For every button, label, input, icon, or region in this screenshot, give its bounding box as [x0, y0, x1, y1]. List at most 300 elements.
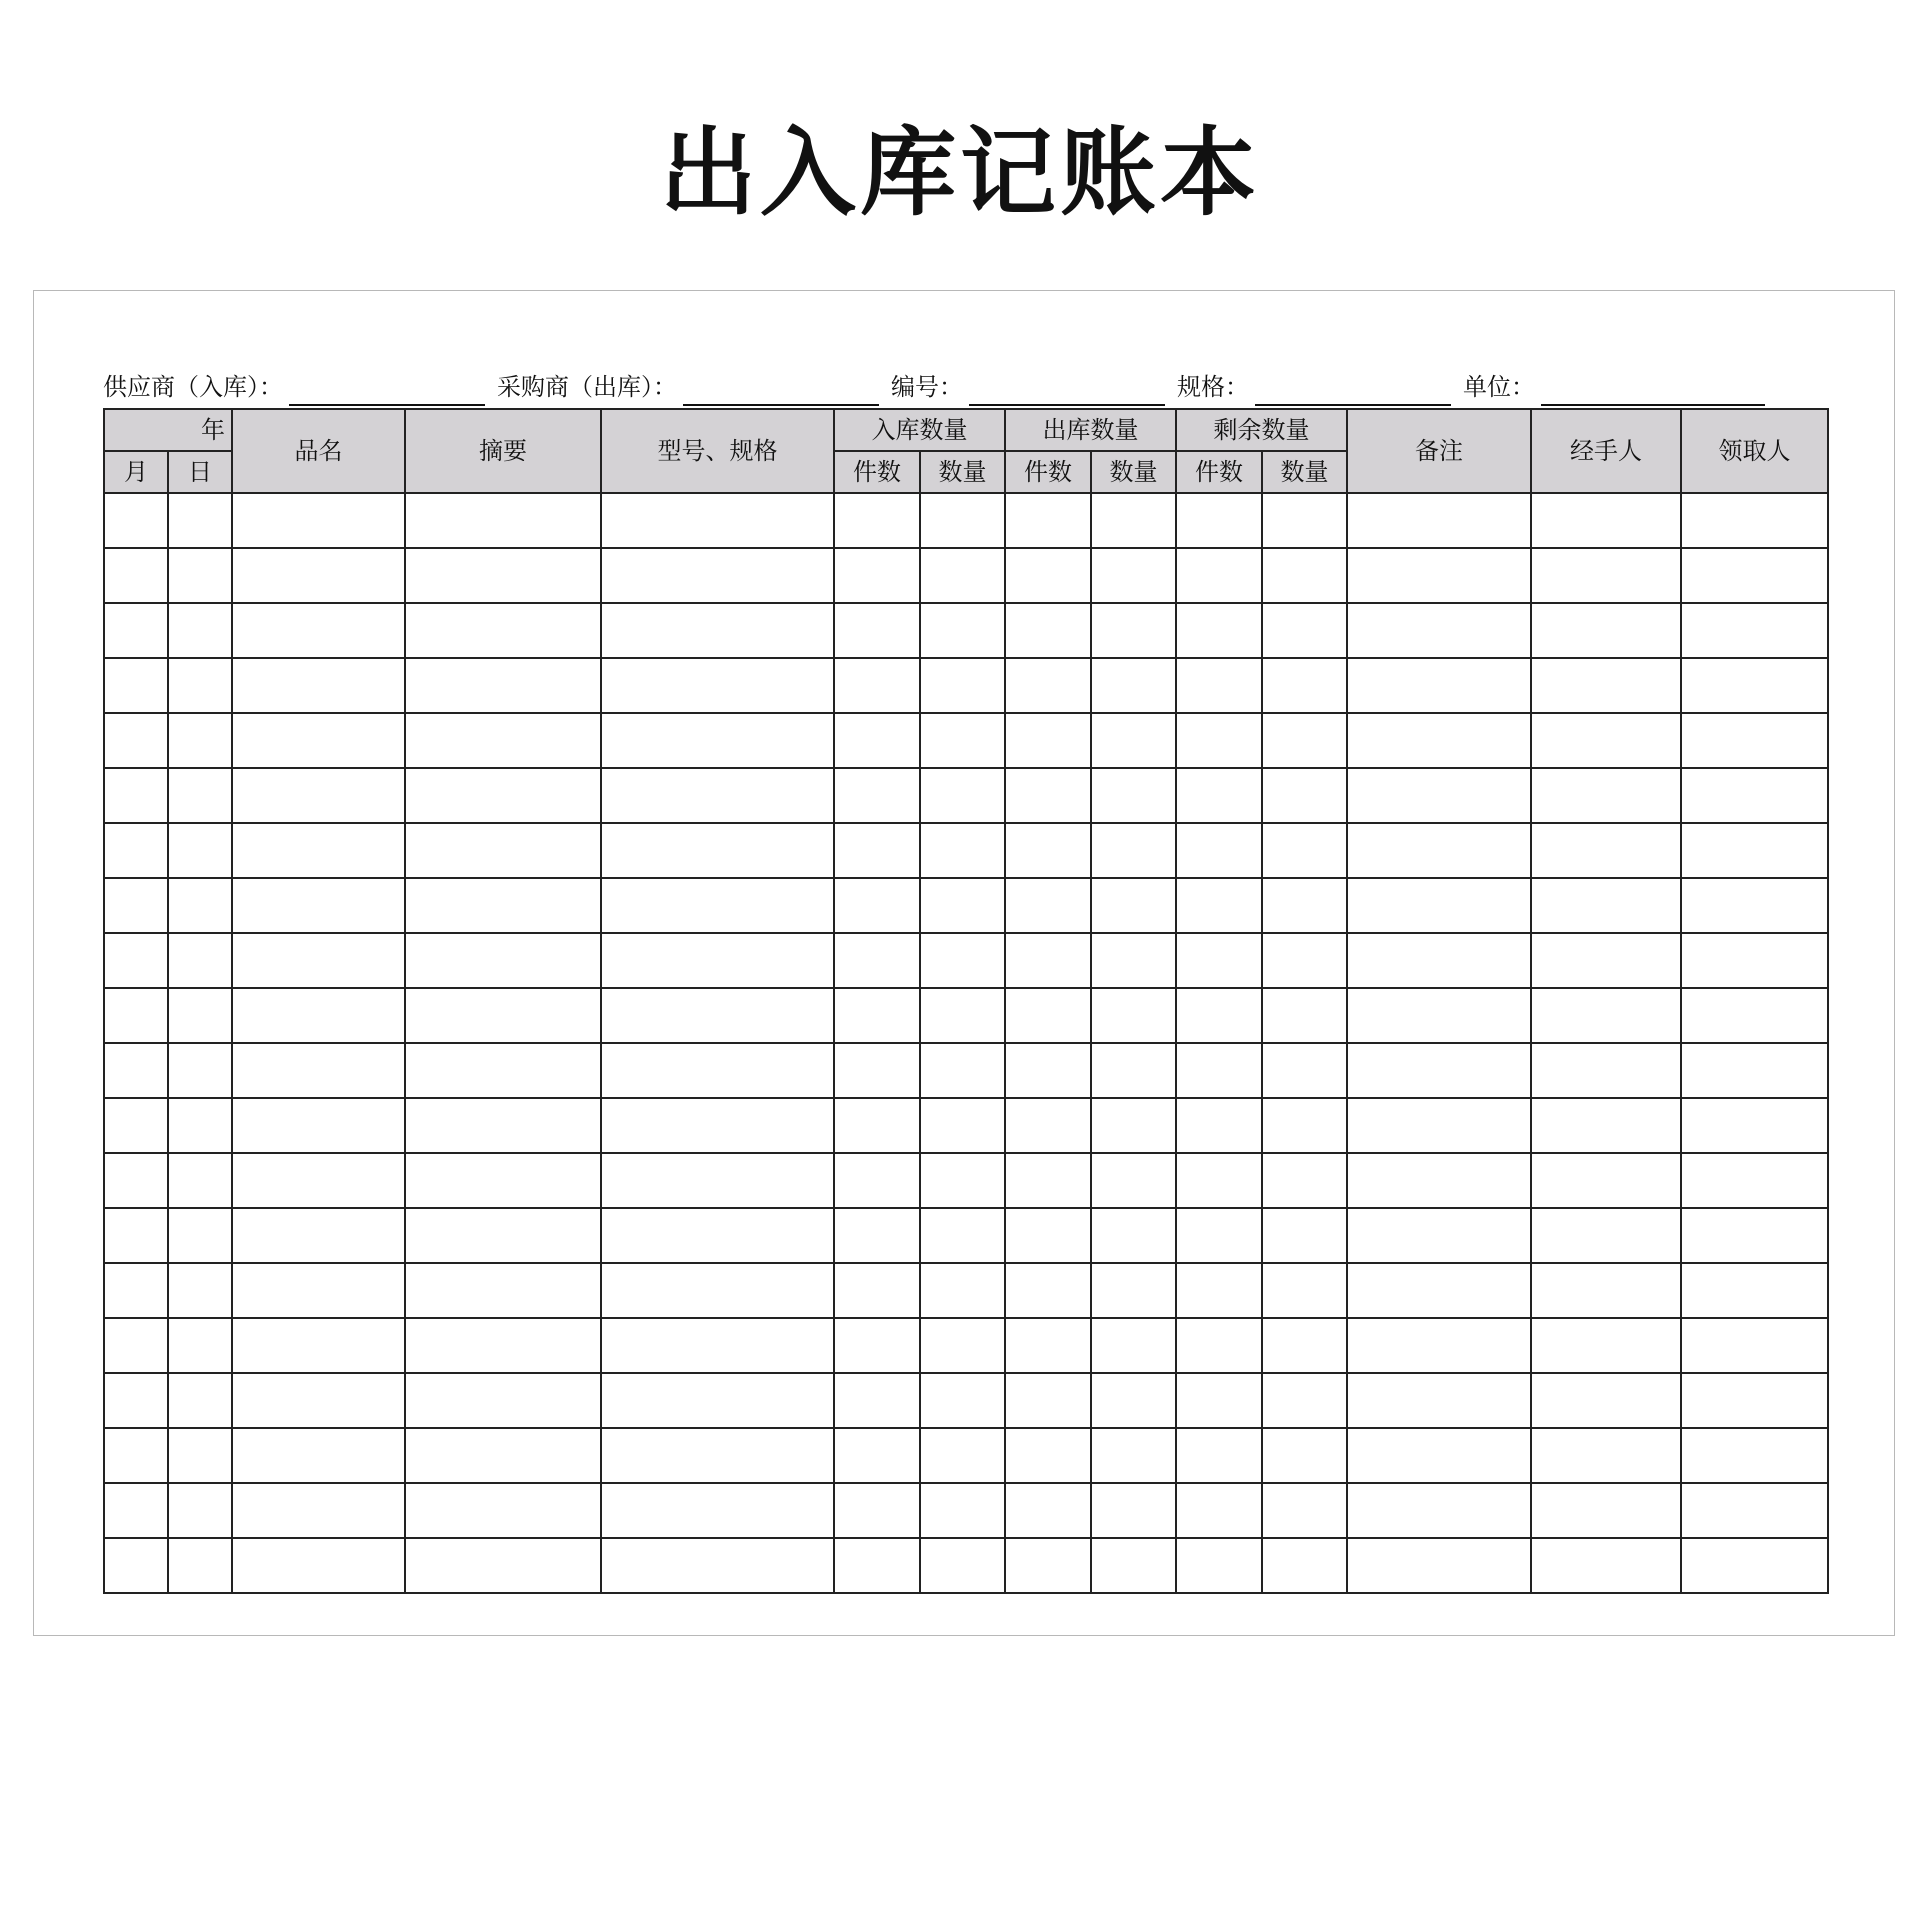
- day-cell[interactable]: [168, 1263, 232, 1318]
- month-cell[interactable]: [104, 1483, 168, 1538]
- item-name-cell[interactable]: [232, 548, 405, 603]
- inbound-quantity-cell[interactable]: [920, 1373, 1005, 1428]
- summary-cell[interactable]: [405, 1263, 601, 1318]
- month-cell[interactable]: [104, 1263, 168, 1318]
- inbound-pieces-cell[interactable]: [834, 493, 920, 548]
- header-day: 日: [168, 451, 232, 493]
- remaining-quantity-cell[interactable]: [1262, 1538, 1347, 1593]
- outbound-pieces-cell[interactable]: [1005, 1318, 1091, 1373]
- handler-cell[interactable]: [1531, 823, 1681, 878]
- remaining-quantity-cell[interactable]: [1262, 878, 1347, 933]
- inbound-quantity-cell[interactable]: [920, 713, 1005, 768]
- remaining-quantity-cell[interactable]: [1262, 933, 1347, 988]
- item-name-cell[interactable]: [232, 933, 405, 988]
- remaining-quantity-cell[interactable]: [1262, 1483, 1347, 1538]
- outbound-quantity-cell[interactable]: [1091, 823, 1176, 878]
- remaining-pieces-cell[interactable]: [1176, 603, 1262, 658]
- receiver-cell[interactable]: [1681, 493, 1828, 548]
- model-spec-cell[interactable]: [601, 1208, 834, 1263]
- remarks-cell[interactable]: [1347, 933, 1531, 988]
- month-cell[interactable]: [104, 658, 168, 713]
- receiver-cell[interactable]: [1681, 1428, 1828, 1483]
- remarks-cell[interactable]: [1347, 988, 1531, 1043]
- table-row: [104, 1428, 1828, 1483]
- outbound-pieces-cell[interactable]: [1005, 1208, 1091, 1263]
- remaining-pieces-cell[interactable]: [1176, 1098, 1262, 1153]
- handler-cell[interactable]: [1531, 1153, 1681, 1208]
- summary-cell[interactable]: [405, 988, 601, 1043]
- outbound-pieces-cell[interactable]: [1005, 548, 1091, 603]
- remaining-quantity-cell[interactable]: [1262, 1208, 1347, 1263]
- handler-cell[interactable]: [1531, 933, 1681, 988]
- day-cell[interactable]: [168, 603, 232, 658]
- outbound-pieces-cell[interactable]: [1005, 1373, 1091, 1428]
- remarks-cell[interactable]: [1347, 878, 1531, 933]
- table-row: [104, 1373, 1828, 1428]
- item-name-cell[interactable]: [232, 493, 405, 548]
- day-cell[interactable]: [168, 493, 232, 548]
- inbound-quantity-cell[interactable]: [920, 823, 1005, 878]
- summary-cell[interactable]: [405, 658, 601, 713]
- remaining-pieces-cell[interactable]: [1176, 988, 1262, 1043]
- outbound-pieces-cell[interactable]: [1005, 1043, 1091, 1098]
- inbound-pieces-cell[interactable]: [834, 1153, 920, 1208]
- model-spec-cell[interactable]: [601, 1153, 834, 1208]
- unit-field[interactable]: [1463, 367, 1765, 406]
- remarks-cell[interactable]: [1347, 658, 1531, 713]
- outbound-pieces-cell[interactable]: [1005, 768, 1091, 823]
- item-name-cell[interactable]: [232, 1538, 405, 1593]
- day-cell[interactable]: [168, 988, 232, 1043]
- remaining-pieces-cell[interactable]: [1176, 1373, 1262, 1428]
- outbound-pieces-cell[interactable]: [1005, 493, 1091, 548]
- month-cell[interactable]: [104, 603, 168, 658]
- table-row: [104, 713, 1828, 768]
- model-spec-cell[interactable]: [601, 933, 834, 988]
- outbound-pieces-cell[interactable]: [1005, 1098, 1091, 1153]
- day-cell[interactable]: [168, 1538, 232, 1593]
- model-spec-cell[interactable]: [601, 658, 834, 713]
- inbound-pieces-cell[interactable]: [834, 1208, 920, 1263]
- item-name-cell[interactable]: [232, 768, 405, 823]
- remaining-pieces-cell[interactable]: [1176, 823, 1262, 878]
- supplier-blank-line[interactable]: [289, 404, 485, 406]
- summary-cell[interactable]: [405, 603, 601, 658]
- model-spec-cell[interactable]: [601, 1428, 834, 1483]
- receiver-cell[interactable]: [1681, 1538, 1828, 1593]
- remarks-cell[interactable]: [1347, 1153, 1531, 1208]
- inbound-pieces-cell[interactable]: [834, 768, 920, 823]
- remaining-pieces-cell[interactable]: [1176, 933, 1262, 988]
- receiver-cell[interactable]: [1681, 988, 1828, 1043]
- inbound-pieces-cell[interactable]: [834, 1318, 920, 1373]
- month-cell[interactable]: [104, 1373, 168, 1428]
- inbound-pieces-cell[interactable]: [834, 933, 920, 988]
- receiver-cell[interactable]: [1681, 1318, 1828, 1373]
- spec-blank-line[interactable]: [1255, 404, 1451, 406]
- item-name-cell[interactable]: [232, 1043, 405, 1098]
- outbound-quantity-cell[interactable]: [1091, 1538, 1176, 1593]
- inbound-pieces-cell[interactable]: [834, 658, 920, 713]
- receiver-cell[interactable]: [1681, 768, 1828, 823]
- remarks-cell[interactable]: [1347, 1318, 1531, 1373]
- remaining-quantity-cell[interactable]: [1262, 823, 1347, 878]
- header-outbound-pieces: 件数: [1005, 451, 1091, 493]
- month-cell[interactable]: [104, 713, 168, 768]
- handler-cell[interactable]: [1531, 603, 1681, 658]
- remarks-cell[interactable]: [1347, 493, 1531, 548]
- outbound-quantity-cell[interactable]: [1091, 1043, 1176, 1098]
- inbound-pieces-cell[interactable]: [834, 1483, 920, 1538]
- summary-cell[interactable]: [405, 1538, 601, 1593]
- handler-cell[interactable]: [1531, 713, 1681, 768]
- remaining-quantity-cell[interactable]: [1262, 988, 1347, 1043]
- inbound-quantity-cell[interactable]: [920, 1538, 1005, 1593]
- month-cell[interactable]: [104, 823, 168, 878]
- outbound-pieces-cell[interactable]: [1005, 1153, 1091, 1208]
- model-spec-cell[interactable]: [601, 988, 834, 1043]
- outbound-pieces-cell[interactable]: [1005, 1428, 1091, 1483]
- remaining-quantity-cell[interactable]: [1262, 1043, 1347, 1098]
- model-spec-cell[interactable]: [601, 768, 834, 823]
- inbound-quantity-cell[interactable]: [920, 988, 1005, 1043]
- model-spec-cell[interactable]: [601, 823, 834, 878]
- outbound-quantity-cell[interactable]: [1091, 1483, 1176, 1538]
- day-cell[interactable]: [168, 1098, 232, 1153]
- handler-cell[interactable]: [1531, 1098, 1681, 1153]
- item-name-cell[interactable]: [232, 603, 405, 658]
- inbound-quantity-cell[interactable]: [920, 1153, 1005, 1208]
- remarks-cell[interactable]: [1347, 548, 1531, 603]
- month-cell[interactable]: [104, 548, 168, 603]
- inbound-quantity-cell[interactable]: [920, 1098, 1005, 1153]
- model-spec-cell[interactable]: [601, 1483, 834, 1538]
- outbound-pieces-cell[interactable]: [1005, 988, 1091, 1043]
- inbound-pieces-cell[interactable]: [834, 1043, 920, 1098]
- day-cell[interactable]: [168, 548, 232, 603]
- summary-cell[interactable]: [405, 768, 601, 823]
- month-cell[interactable]: [104, 1428, 168, 1483]
- outbound-quantity-cell[interactable]: [1091, 603, 1176, 658]
- receiver-cell[interactable]: [1681, 1153, 1828, 1208]
- outbound-quantity-cell[interactable]: [1091, 1153, 1176, 1208]
- inbound-quantity-cell[interactable]: [920, 933, 1005, 988]
- receiver-cell[interactable]: [1681, 878, 1828, 933]
- remaining-pieces-cell[interactable]: [1176, 1428, 1262, 1483]
- inbound-pieces-cell[interactable]: [834, 548, 920, 603]
- inbound-quantity-cell[interactable]: [920, 768, 1005, 823]
- model-spec-cell[interactable]: [601, 603, 834, 658]
- inbound-quantity-cell[interactable]: [920, 1043, 1005, 1098]
- receiver-cell[interactable]: [1681, 1098, 1828, 1153]
- outbound-quantity-cell[interactable]: [1091, 1318, 1176, 1373]
- summary-cell[interactable]: [405, 1483, 601, 1538]
- receiver-cell[interactable]: [1681, 548, 1828, 603]
- inbound-pieces-cell[interactable]: [834, 878, 920, 933]
- model-spec-cell[interactable]: [601, 1318, 834, 1373]
- summary-cell[interactable]: [405, 1428, 601, 1483]
- receiver-cell[interactable]: [1681, 1483, 1828, 1538]
- remaining-pieces-cell[interactable]: [1176, 1043, 1262, 1098]
- remaining-pieces-cell[interactable]: [1176, 1538, 1262, 1593]
- outbound-pieces-cell[interactable]: [1005, 1538, 1091, 1593]
- inbound-quantity-cell[interactable]: [920, 1428, 1005, 1483]
- remaining-quantity-cell[interactable]: [1262, 768, 1347, 823]
- item-name-cell[interactable]: [232, 1428, 405, 1483]
- inbound-quantity-cell[interactable]: [920, 1318, 1005, 1373]
- summary-cell[interactable]: [405, 878, 601, 933]
- inbound-quantity-cell[interactable]: [920, 548, 1005, 603]
- remarks-cell[interactable]: [1347, 1428, 1531, 1483]
- receiver-cell[interactable]: [1681, 933, 1828, 988]
- inbound-quantity-cell[interactable]: [920, 878, 1005, 933]
- summary-cell[interactable]: [405, 1318, 601, 1373]
- outbound-quantity-cell[interactable]: [1091, 1263, 1176, 1318]
- inbound-pieces-cell[interactable]: [834, 603, 920, 658]
- spec-label: 规格：: [1177, 373, 1249, 401]
- day-cell[interactable]: [168, 768, 232, 823]
- handler-cell[interactable]: [1531, 1318, 1681, 1373]
- outbound-quantity-cell[interactable]: [1091, 1208, 1176, 1263]
- inbound-pieces-cell[interactable]: [834, 823, 920, 878]
- model-spec-cell[interactable]: [601, 548, 834, 603]
- remaining-quantity-cell[interactable]: [1262, 1263, 1347, 1318]
- remaining-quantity-cell[interactable]: [1262, 1428, 1347, 1483]
- month-cell[interactable]: [104, 878, 168, 933]
- item-name-cell[interactable]: [232, 823, 405, 878]
- remarks-cell[interactable]: [1347, 713, 1531, 768]
- inbound-pieces-cell[interactable]: [834, 1263, 920, 1318]
- receiver-cell[interactable]: [1681, 1043, 1828, 1098]
- remaining-pieces-cell[interactable]: [1176, 1263, 1262, 1318]
- day-cell[interactable]: [168, 1373, 232, 1428]
- remarks-cell[interactable]: [1347, 1373, 1531, 1428]
- model-spec-cell[interactable]: [601, 493, 834, 548]
- outbound-pieces-cell[interactable]: [1005, 658, 1091, 713]
- remaining-pieces-cell[interactable]: [1176, 1483, 1262, 1538]
- remarks-cell[interactable]: [1347, 1483, 1531, 1538]
- summary-cell[interactable]: [405, 713, 601, 768]
- handler-cell[interactable]: [1531, 1538, 1681, 1593]
- remarks-cell[interactable]: [1347, 1263, 1531, 1318]
- inbound-quantity-cell[interactable]: [920, 1263, 1005, 1318]
- item-name-cell[interactable]: [232, 1208, 405, 1263]
- handler-cell[interactable]: [1531, 1483, 1681, 1538]
- remaining-quantity-cell[interactable]: [1262, 548, 1347, 603]
- item-name-cell[interactable]: [232, 1153, 405, 1208]
- day-cell[interactable]: [168, 1318, 232, 1373]
- remarks-cell[interactable]: [1347, 603, 1531, 658]
- handler-cell[interactable]: [1531, 1263, 1681, 1318]
- remaining-quantity-cell[interactable]: [1262, 658, 1347, 713]
- remaining-quantity-cell[interactable]: [1262, 713, 1347, 768]
- handler-cell[interactable]: [1531, 548, 1681, 603]
- model-spec-cell[interactable]: [601, 1043, 834, 1098]
- outbound-quantity-cell[interactable]: [1091, 658, 1176, 713]
- inbound-quantity-cell[interactable]: [920, 493, 1005, 548]
- summary-cell[interactable]: [405, 1153, 601, 1208]
- item-name-cell[interactable]: [232, 988, 405, 1043]
- unit-blank-line[interactable]: [1541, 404, 1765, 406]
- receiver-cell[interactable]: [1681, 1208, 1828, 1263]
- day-cell[interactable]: [168, 1153, 232, 1208]
- handler-cell[interactable]: [1531, 1208, 1681, 1263]
- outbound-quantity-cell[interactable]: [1091, 1373, 1176, 1428]
- receiver-cell[interactable]: [1681, 658, 1828, 713]
- number-blank-line[interactable]: [969, 404, 1165, 406]
- summary-cell[interactable]: [405, 1043, 601, 1098]
- model-spec-cell[interactable]: [601, 1538, 834, 1593]
- summary-cell[interactable]: [405, 548, 601, 603]
- remaining-pieces-cell[interactable]: [1176, 878, 1262, 933]
- month-cell[interactable]: [104, 988, 168, 1043]
- item-name-cell[interactable]: [232, 1318, 405, 1373]
- month-cell[interactable]: [104, 1208, 168, 1263]
- outbound-pieces-cell[interactable]: [1005, 713, 1091, 768]
- summary-cell[interactable]: [405, 493, 601, 548]
- remaining-pieces-cell[interactable]: [1176, 713, 1262, 768]
- summary-cell[interactable]: [405, 1208, 601, 1263]
- buyer-field[interactable]: [497, 367, 891, 406]
- handler-cell[interactable]: [1531, 1428, 1681, 1483]
- outbound-pieces-cell[interactable]: [1005, 1263, 1091, 1318]
- remaining-pieces-cell[interactable]: [1176, 1318, 1262, 1373]
- remaining-pieces-cell[interactable]: [1176, 548, 1262, 603]
- item-name-cell[interactable]: [232, 1373, 405, 1428]
- remaining-pieces-cell[interactable]: [1176, 768, 1262, 823]
- remaining-quantity-cell[interactable]: [1262, 493, 1347, 548]
- item-name-cell[interactable]: [232, 658, 405, 713]
- item-name-cell[interactable]: [232, 713, 405, 768]
- handler-cell[interactable]: [1531, 1373, 1681, 1428]
- model-spec-cell[interactable]: [601, 878, 834, 933]
- day-cell[interactable]: [168, 713, 232, 768]
- header-handler: 经手人: [1531, 409, 1681, 493]
- inbound-pieces-cell[interactable]: [834, 1538, 920, 1593]
- outbound-pieces-cell[interactable]: [1005, 933, 1091, 988]
- inbound-quantity-cell[interactable]: [920, 1483, 1005, 1538]
- outbound-pieces-cell[interactable]: [1005, 603, 1091, 658]
- outbound-quantity-cell[interactable]: [1091, 1428, 1176, 1483]
- model-spec-cell[interactable]: [601, 1373, 834, 1428]
- outbound-quantity-cell[interactable]: [1091, 988, 1176, 1043]
- remarks-cell[interactable]: [1347, 768, 1531, 823]
- day-cell[interactable]: [168, 1483, 232, 1538]
- handler-cell[interactable]: [1531, 1043, 1681, 1098]
- remaining-quantity-cell[interactable]: [1262, 603, 1347, 658]
- supplier-field[interactable]: [103, 367, 497, 406]
- item-name-cell[interactable]: [232, 1263, 405, 1318]
- table-row: [104, 823, 1828, 878]
- remaining-pieces-cell[interactable]: [1176, 493, 1262, 548]
- day-cell[interactable]: [168, 1428, 232, 1483]
- outbound-quantity-cell[interactable]: [1091, 548, 1176, 603]
- summary-cell[interactable]: [405, 1098, 601, 1153]
- receiver-cell[interactable]: [1681, 713, 1828, 768]
- outbound-pieces-cell[interactable]: [1005, 878, 1091, 933]
- model-spec-cell[interactable]: [601, 1098, 834, 1153]
- number-field[interactable]: [891, 367, 1177, 406]
- summary-cell[interactable]: [405, 823, 601, 878]
- month-cell[interactable]: [104, 933, 168, 988]
- summary-cell[interactable]: [405, 933, 601, 988]
- remarks-cell[interactable]: [1347, 1098, 1531, 1153]
- remarks-cell[interactable]: [1347, 1208, 1531, 1263]
- month-cell[interactable]: [104, 768, 168, 823]
- remaining-quantity-cell[interactable]: [1262, 1373, 1347, 1428]
- handler-cell[interactable]: [1531, 878, 1681, 933]
- remaining-pieces-cell[interactable]: [1176, 1153, 1262, 1208]
- remarks-cell[interactable]: [1347, 1043, 1531, 1098]
- day-cell[interactable]: [168, 933, 232, 988]
- handler-cell[interactable]: [1531, 493, 1681, 548]
- remarks-cell[interactable]: [1347, 1538, 1531, 1593]
- month-cell[interactable]: [104, 1043, 168, 1098]
- remaining-quantity-cell[interactable]: [1262, 1153, 1347, 1208]
- outbound-quantity-cell[interactable]: [1091, 493, 1176, 548]
- handler-cell[interactable]: [1531, 658, 1681, 713]
- inbound-pieces-cell[interactable]: [834, 1098, 920, 1153]
- outbound-pieces-cell[interactable]: [1005, 823, 1091, 878]
- item-name-cell[interactable]: [232, 1483, 405, 1538]
- item-name-cell[interactable]: [232, 878, 405, 933]
- outbound-quantity-cell[interactable]: [1091, 933, 1176, 988]
- day-cell[interactable]: [168, 878, 232, 933]
- month-cell[interactable]: [104, 1318, 168, 1373]
- month-cell[interactable]: [104, 1098, 168, 1153]
- buyer-blank-line[interactable]: [683, 404, 879, 406]
- inbound-quantity-cell[interactable]: [920, 1208, 1005, 1263]
- model-spec-cell[interactable]: [601, 1263, 834, 1318]
- outbound-quantity-cell[interactable]: [1091, 713, 1176, 768]
- remarks-cell[interactable]: [1347, 823, 1531, 878]
- receiver-cell[interactable]: [1681, 823, 1828, 878]
- outbound-quantity-cell[interactable]: [1091, 768, 1176, 823]
- inbound-pieces-cell[interactable]: [834, 1373, 920, 1428]
- receiver-cell[interactable]: [1681, 603, 1828, 658]
- day-cell[interactable]: [168, 823, 232, 878]
- inbound-pieces-cell[interactable]: [834, 988, 920, 1043]
- item-name-cell[interactable]: [232, 1098, 405, 1153]
- month-cell[interactable]: [104, 1153, 168, 1208]
- inbound-quantity-cell[interactable]: [920, 603, 1005, 658]
- handler-cell[interactable]: [1531, 768, 1681, 823]
- day-cell[interactable]: [168, 658, 232, 713]
- outbound-quantity-cell[interactable]: [1091, 878, 1176, 933]
- inbound-pieces-cell[interactable]: [834, 1428, 920, 1483]
- inbound-pieces-cell[interactable]: [834, 713, 920, 768]
- outbound-quantity-cell[interactable]: [1091, 1098, 1176, 1153]
- model-spec-cell[interactable]: [601, 713, 834, 768]
- supplier-label: 供应商（入库）：: [103, 373, 283, 401]
- remaining-quantity-cell[interactable]: [1262, 1318, 1347, 1373]
- receiver-cell[interactable]: [1681, 1373, 1828, 1428]
- spec-field[interactable]: [1177, 367, 1463, 406]
- remaining-pieces-cell[interactable]: [1176, 1208, 1262, 1263]
- remaining-pieces-cell[interactable]: [1176, 658, 1262, 713]
- day-cell[interactable]: [168, 1208, 232, 1263]
- outbound-pieces-cell[interactable]: [1005, 1483, 1091, 1538]
- month-cell[interactable]: [104, 493, 168, 548]
- remaining-quantity-cell[interactable]: [1262, 1098, 1347, 1153]
- summary-cell[interactable]: [405, 1373, 601, 1428]
- month-cell[interactable]: [104, 1538, 168, 1593]
- inbound-quantity-cell[interactable]: [920, 658, 1005, 713]
- table-row: [104, 1538, 1828, 1593]
- day-cell[interactable]: [168, 1043, 232, 1098]
- receiver-cell[interactable]: [1681, 1263, 1828, 1318]
- handler-cell[interactable]: [1531, 988, 1681, 1043]
